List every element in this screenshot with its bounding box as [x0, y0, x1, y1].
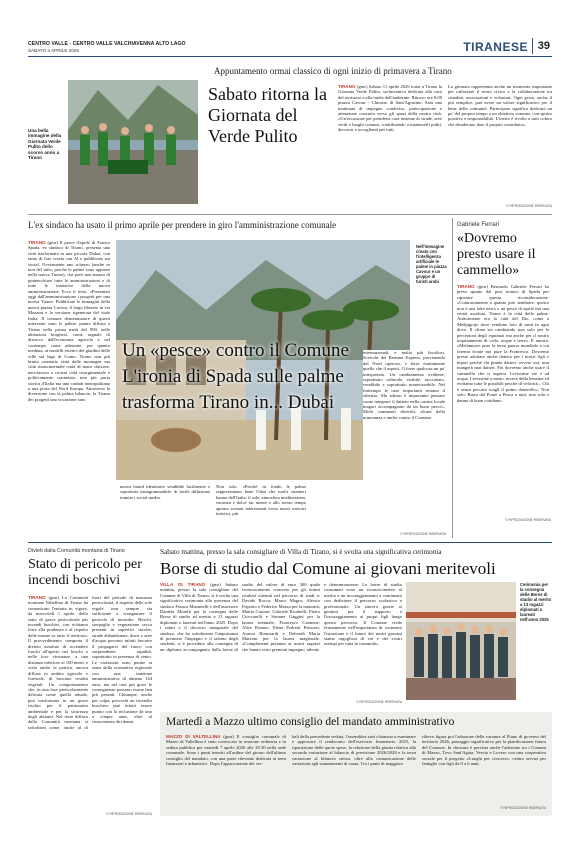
article-kicker: Sabato mattina, presso la sala consigliare di Villa di Tirano, si è svolta una significativa cerimonia	[160, 548, 442, 556]
article-body-col4: internazionali, e molto più facoltosi. Sceicchi del Bernina Express, provenendo dal Nord operoso, e forse esattamente quello che il aspetti. O forse qualcosa un po' interpretato. Un cambiamento evidente, soprattutto culturale, visibile, raccontato, vendibile e soprattutto monetizzabile. Nel frattempo le case importanti restano il silenzio. Ma adesso è importante pensare come integrare il dattero nella cucina locale magari accompagnato da un buon pesce». Molti commenti divertiti, alcuni della minoranza e anche contro il Comune.	[363, 350, 445, 532]
divider	[28, 542, 552, 543]
divider	[28, 214, 552, 215]
article-body-col1: TIRANO (gmr) Il pesce d'aprile di Franco Spada, ex sindaco di Tirano, presenta una città trasformata in una piccola Dubai, con tanto di foto creata con AI e pubblicate sui social. Ovviamente uno scherzo (anche se non del tutto, perché le palme sono apparse nella nuova Tirano), che però non manca di punzecchiare tutte le amministrazioni e di tutte le iniziative della nuova amministrazione. Ecco il testo. «Presentati oggi dall'amministrazione i progetti per una nuova Tirano. Pubblicate le immagini della nuova piazza Cavour, il largo liberato in via Mazzini e la versione rigenerata del viale Italia. Il comune denominatore di questi interventi sono le palme: piante diffuse a Tirano nella prima metà del 900, nelle abitazioni borghesi, come segnale di distacco dall'economia agricola e nel contempo come adesione, per quanto mediata, ai modelli estetici dei giardini delle ville sul lago di Como. Tirano non più brutta catenaria vista dalle montagne ma città rinascimentale cinta di mura sfarzose, neoclassica e riviera città risorgimentale e politicamente connotata, non più porta storica d'Italia ma una casbah metropolitana a una porta del Nord Europa. Attraverso la diversione con la palma bilancio, la Tirano dei progetti una vocazione sino	[28, 240, 110, 402]
page-number: 39	[537, 40, 550, 52]
article-borse-studio	[160, 546, 552, 708]
photo-caption: Una bella immagine della Giornata Verde Pulito dello scorso anno a Tirano	[28, 128, 62, 161]
article-body-col1: MAZZO DI VALTELLINA (gmr) Il consiglio comunale di Mazzo di Valtellina è stato convocato in sessione ordinaria e in seduta pubblica per martedì 7 aprile 2026 alle 20.30 nella sede comunale. Sono i punti inseriti all'ordine del giorno dell'ultimo consiglio del mandato, con una parte rilevante dedicata ai temi finanziari e urbanistici. Dopo l'approvazione dei ver-	[166, 734, 286, 767]
credit: © RIPRODUZIONE RISERVATA	[400, 532, 446, 536]
article-headline: Stato di pericolo per incendi boschivi	[28, 557, 142, 588]
page-header	[28, 38, 552, 62]
section-label: CENTRO VALLE - CENTRO VALLE VALCHIAVENNA ALTO LAGO	[28, 41, 186, 47]
page-number-box	[532, 38, 552, 54]
article-body: TIRANO (gmr) La Comunità montana Valtellina di Tirano ha comunicato l'entrata in vigore, da mercoledì 1 aprile, dello stato di grave pericolosità per incendi boschivi, con richiamo forte alla prudenza e al rispetto delle norme su tutto il territorio. Il provvedimento comporta il divieto assoluto di accendere fuochi all'aperto nei boschi o nelle loro vicinanze, a una distanza inferiore ai 100 metri, e vieta anche la pratica, ancora diffusa in ambito agricolo e forestale, di bruciare residui vegetali. Un comportamento che, in una fase particolarmente delicata come quella attuale, può trasformare in un grave rischio per il patrimonio ambientale e per la sicurezza degli abitanti. Nel testo diffuso dalla Comunità montana si sottolinea come, anche al di fuori del periodo di massima pericolosità, il rispetto delle sole regole non sempre sia sufficiente a scongiurare il pericolo di incendio. Boschi, sterpaglie e vegetazione secca presenti in superfici incolte, strade abbandonate, dossi o aree d'acqua possono infatti favorire il propagarsi del fuoco con sorprendente rapidità, soprattutto in presenza di vento. Le violazioni sono punite ai sensi della normativa regionale con una sanzione amministrativa di almeno 144 euro, ma nei casi più gravi le conseguenze possono essere ben più pesanti. Chiunque, anche per colpa, provochi un incendio boschivo può infatti essere punito con la reclusione da uno a cinque anni, oltre al risarcimento dei danni.	[28, 595, 152, 730]
sidebar-headline: «Dovremo presto usare il cammello»	[457, 231, 536, 278]
section-title: TIRANESE	[463, 40, 528, 54]
article-mazzo	[160, 712, 552, 816]
article-body-col3b	[312, 484, 358, 532]
article-body-col1: TIRANO (gmr) Sabato 11 aprile 2026 torna a Tirano la Giornata Verde Pulito, un'iniziativa dedicata alla cura del territorio e alla tutela dell'ambiente. Ritrovo ore 8.00 piazza Cavour - Chiostro di Sant'Agostino. Sarà una mattinata di impegno condiviso, partecipazione e attenzione concreta verso gli spazi della nostra città. «Un'occasione per prendersi cura insieme di strade, aree verdi e luoghi comuni, contribuendo a mantenerli puliti, decorosi e accoglienti per tutti.	[338, 84, 442, 133]
credit: © RIPRODUZIONE RISERVATA	[106, 812, 152, 816]
sidebar-body: TIRANO (gmr) Bernardo Gabriele Ferrari ha preso spunto dal post ironico di Spada per riportare questa riconsiderazione. «Contrariamente a quanto può sembrare, questo non è una fake news o un pesce di aprile ma una verità assoluta. Tirano è la città delle palme. Anticamente era la città del Dio, come a Medjugorje dove vendono foto di santi in ogni dove. Il clima sta cambiando non solo per le percezioni degli equinozi ma anche per il nostro inquinamento di cielo, acque e terre». E ancora. «Metàmuovi pure la terza guerra mondiale a cui faremo fronte noi pure la Francesco. Dovremo presto adottare anche dattero per i nostri figli e nipoti perché chi pianta datteri, ovvero noi, non mangerà mai datteri. Poi dovremo anche usare il cammello che ci aspetta. Levissime vie e ad acqua. Levissime a meno, invece della benzina ed evitiamo tutte le possibili pesche di velocità... Chi è senza peccato scagli il primo datterello», Non solo. Basta dal Ponte a Pesca a tutti, non solo e danno di buon cotidiano.	[457, 284, 549, 403]
article-body-col1: VILLA DI TIRANO (gmr) Sabato mattina, presso la sala consigliare del Comune di Villa di Tirano, si è svolta una significativa cerimonia alla presenza del sindaco Franco Marantelli e dell'assessore Daniela Morelli per la consegna delle Borse di studio ad merito a 13 ragazzi diplomati o laureati nell'anno 2025. Dopo i saluti e il discorso inaugurale del sindaco, che ha sottolineato l'importanza di premiare l'impegno e il talento degli studenti, si è proceduto alla consegna di un diploma accompagnato dalla borsa di studio del valore di euro 300 quale riconoscimento concreto per gli ottimi risultati ottenuti nel percorso di studi a: Davide Rocca; Marco Magro; Alessio Fripotto e Federico Mazza per la maturità; Mattia Curtoni; Gabriele Ricabelli; Pietro Cioccarelli e Simone Gaggini per la laurea triennale; Francesco Cannone; Alice Romeo; Elena Pedretti Petrozzi; Aurora Bianciardi e Deborah Maria Marzoni per la laurea magistrale. «Complimenti pertanto ai nostri ragazzi che hanno visto premiati impegno, talento	[160, 582, 320, 652]
article-photo	[68, 80, 198, 204]
article-headline: Sabato ritorna la Giornata del Verde Pulito	[208, 84, 327, 146]
date-label: SABATO 4 APRILE 2026	[28, 48, 79, 53]
sidebar-box	[452, 218, 552, 538]
article-kicker: Divieti dalla Comunità montana di Tirano	[28, 548, 125, 554]
article-body-col2: e determinazione. Le borse di studio consumati sono un riconoscimento al merito e un incoraggiamento a continuare con dedizione il percorso scolastico e professionale. Un sincero grazie ai genitori per il supporto e l'incoraggiamento ai propri figli lungo questo percorso. Il Comune crede fermamente nell'importanza di sostenere l'istruzione e il futuro dei nostri giovani siamo orgogliosi di voi e dei vostri esempi per tutta la comunità».	[324, 582, 402, 647]
credit: © RIPRODUZIONE RISERVATA	[505, 518, 551, 522]
article-pesce-aprile	[28, 218, 448, 538]
article-headline: Borse di studio dal Comune ai giovani meritevoli	[160, 559, 496, 578]
article-body-col2: nuova brand identitario vendibile facilmente e sopratutto instagrammabile: di facile diffusione tramite i social media.	[120, 484, 210, 500]
article-body-col2: La giornata rappresenta anche un momento importante per rafforzare il senso civico e la collaborazione tra cittadini, associazioni e volontari. Ogni gesto, anche il più semplice, può avere un valore significativo per il bene della comunità. Partecipare significa dedicare un po' del proprio tempo a un obiettivo comune, con spirito positivo e responsabilità. L'invito è rivolto a tutti coloro che desiderano dare il proprio contributo».	[448, 84, 552, 127]
credit: © RIPRODUZIONE RISERVATA	[506, 204, 552, 208]
credit: © RIPRODUZIONE RISERVATA	[500, 806, 546, 810]
article-verde-pulito	[28, 64, 552, 214]
article-photo	[406, 582, 516, 700]
sidebar-author: Gabriele Ferrari	[457, 222, 500, 228]
article-headline: Un «pesce» contro il Comune L'ironia di Spada sulle palme trasforma Tirano in... Dubai	[122, 340, 349, 413]
article-incendi	[28, 546, 152, 816]
article-body-col3: rilievo figura poi l'adozione della variante al Piano di governo del territorio 2026, passaggio significativo per la pianificazione futura del Comune. In chiusura è prevista anche l'adesione tra i Comuni di Mazzo, Tovo Sant'Agata, Vervio e Lovero con una cooperativa sociale per il progetto «Luoghi per crescere», centro servizi per famiglie con figli da 0 a 6 anni.	[422, 734, 546, 767]
article-body-col3: Non solo. «Perché in fondo le palme rappresentano bene l'idea che molti stranieri hanno dell'Italia: il sole, atmosfera mediterranea, vacanza e dolce far niente e allo stesso tempo aprono scenari interessanti verso nuovi mercati turistici, più	[216, 484, 306, 517]
credit: © RIPRODUZIONE RISERVATA	[356, 700, 402, 704]
photo-caption: Nell'immagine creata con l'intelligenza artificiale le palme in piazza Cavour e un gruppo di turisti arabi	[416, 244, 447, 284]
article-body-col2: bali della precedente seduta, l'assemblea sarà chiamata a esaminare e approvare il rendiconto dell'esercizio finanziario 2025, la ripartizione delle quote spese, la relazione della giunta relativa alla seconda variazione al bilancio di previsione 2026/2028 e la terza variazione al bilancio stesso, oltre alla comunicazione delle variazioni agli stanziamenti di cassa. Tra i punti di maggiore	[292, 734, 416, 767]
article-headline: Martedì a Mazzo ultimo consiglio del mandato amministrativo	[166, 716, 455, 728]
photo-caption: Cerimonia per la consegna delle Borse di studio al merito a 13 ragazzi diplomati o laureati nell'anno 2025	[520, 582, 552, 622]
header-rule	[28, 56, 552, 57]
article-kicker: L'ex sindaco ha usato il primo aprile per prendere in giro l'amministrazione comunale	[28, 220, 337, 230]
article-kicker: Appuntamento ormai classico di ogni inizio di primavera a Tirano	[214, 66, 452, 76]
